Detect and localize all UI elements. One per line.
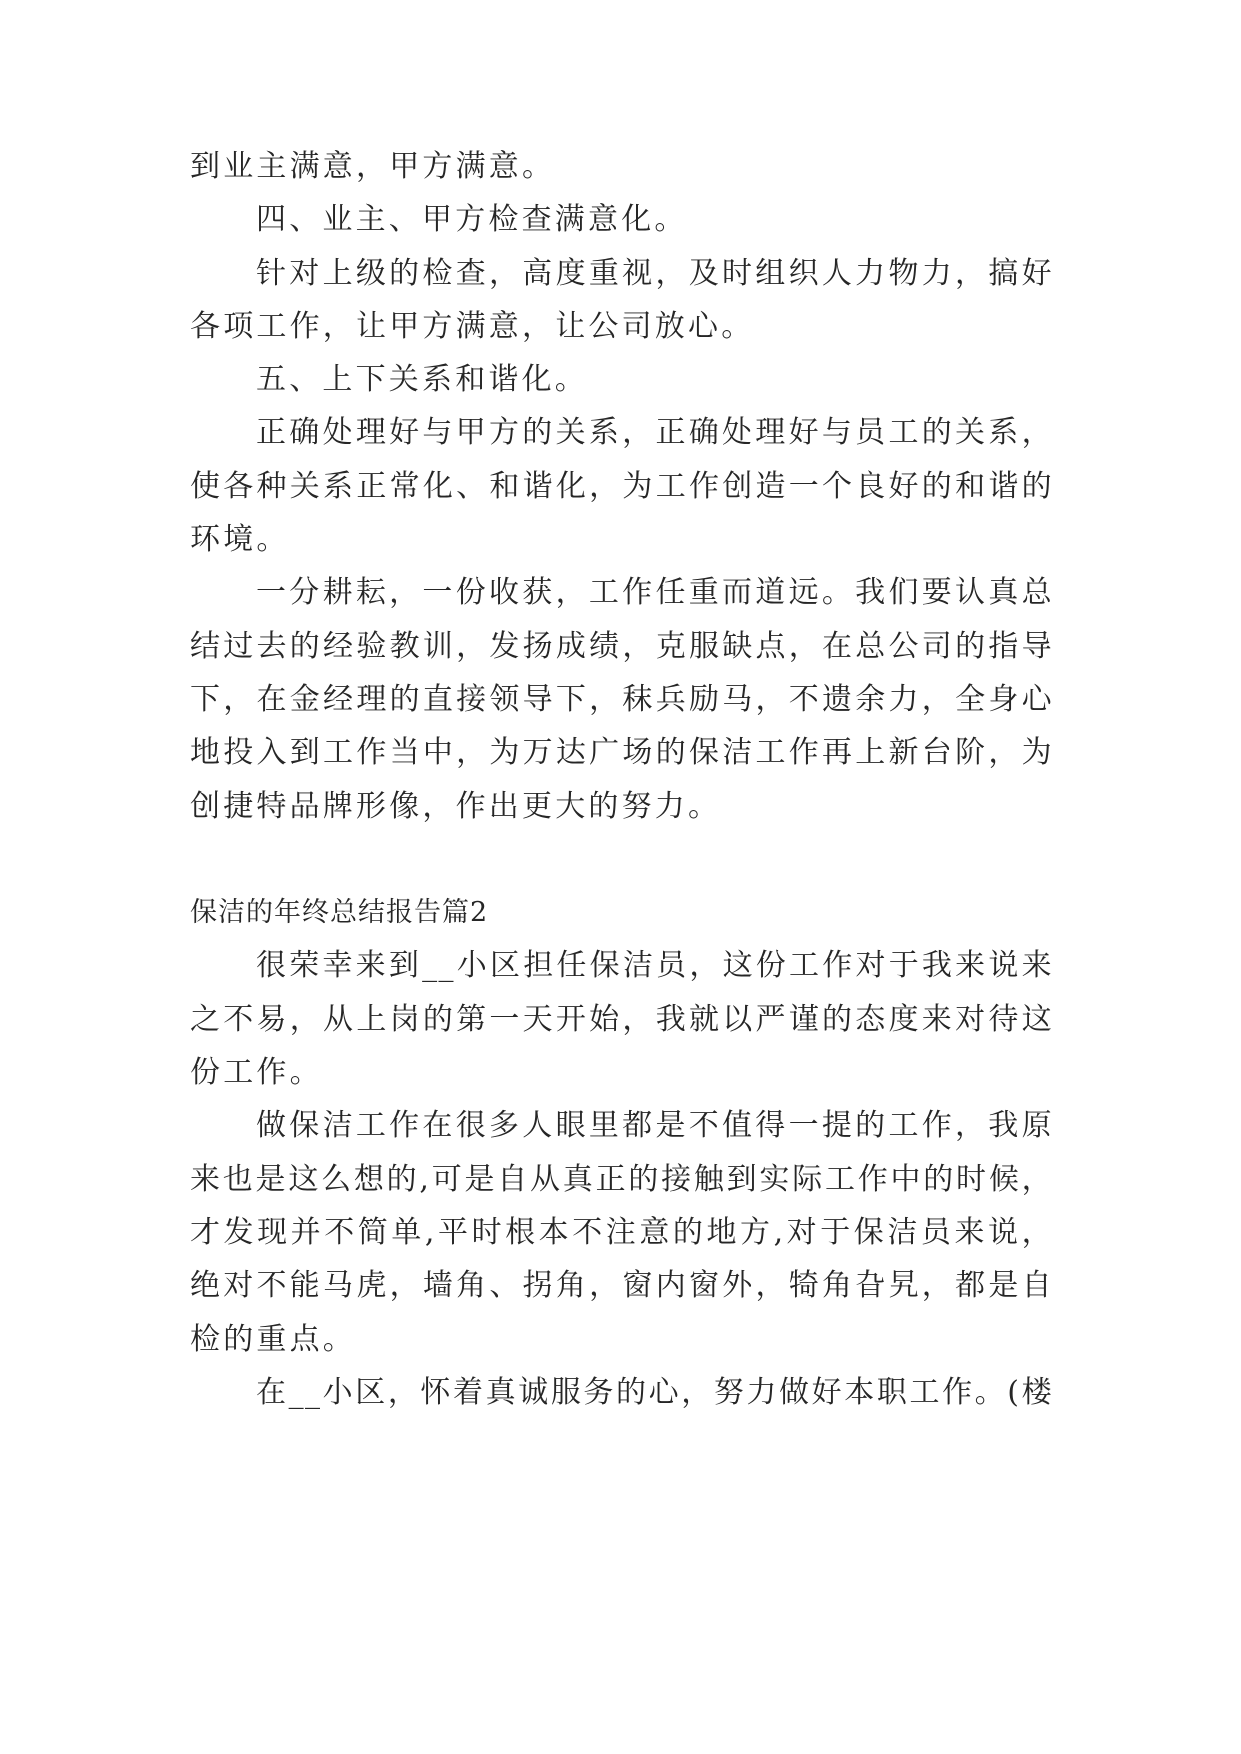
- text-line: 很荣幸来到__小区担任保洁员，这份工作对于我来说来: [256, 948, 1053, 984]
- text-line: 做保洁工作在很多人眼里都是不值得一提的工作，我原: [256, 1108, 1053, 1144]
- text-line: 在__小区，怀着真诚服务的心，努力做好本职工作。(楼: [256, 1374, 1053, 1410]
- text-line: 各项工作，让甲方满意，让公司放心。: [190, 308, 755, 344]
- text-line: 针对上级的检查，高度重视，及时组织人力物力，搞好: [256, 255, 1053, 291]
- text-line: 正确处理好与甲方的关系，正确处理好与员工的关系，: [256, 415, 1053, 451]
- text-line: 到业主满意，甲方满意。: [190, 149, 556, 184]
- text-line: 下，在金经理的直接领导下，秣兵励马，不遗余力，全身心: [190, 681, 1053, 717]
- section-heading: 保洁的年终总结报告篇2: [190, 897, 489, 929]
- text-line: 五、上下关系和谐化。: [256, 362, 588, 398]
- text-line: 之不易，从上岗的第一天开始，我就以严谨的态度来对待这: [190, 1001, 1053, 1037]
- text-line: 份工作。: [190, 1055, 323, 1091]
- text-line: 地投入到工作当中，为万达广场的保洁工作再上新台阶，为: [190, 735, 1053, 771]
- document-body: [190, 140, 1053, 1419]
- text-line: 来也是这么想的,可是自从真正的接触到实际工作中的时候，: [190, 1161, 1053, 1197]
- text-line: 一分耕耘，一份收获，工作任重而道远。我们要认真总: [256, 575, 1053, 611]
- text-line: 使各种关系正常化、和谐化，为工作创造一个良好的和谐的: [190, 468, 1053, 504]
- text-line: 创捷特品牌形像，作出更大的努力。: [190, 788, 722, 824]
- text-line: 才发现并不简单,平时根本不注意的地方,对于保洁员来说，: [190, 1214, 1053, 1250]
- text-line: 环境。: [190, 522, 290, 558]
- section-spacer: [190, 833, 1053, 886]
- text-line: 检的重点。: [190, 1321, 356, 1357]
- text-line: 结过去的经验教训，发扬成绩，克服缺点，在总公司的指导: [190, 628, 1053, 664]
- text-line: 四、业主、甲方检查满意化。: [256, 202, 688, 238]
- text-line: 绝对不能马虎，墙角、拐角，窗内窗外，犄角旮旯，都是自: [190, 1268, 1053, 1304]
